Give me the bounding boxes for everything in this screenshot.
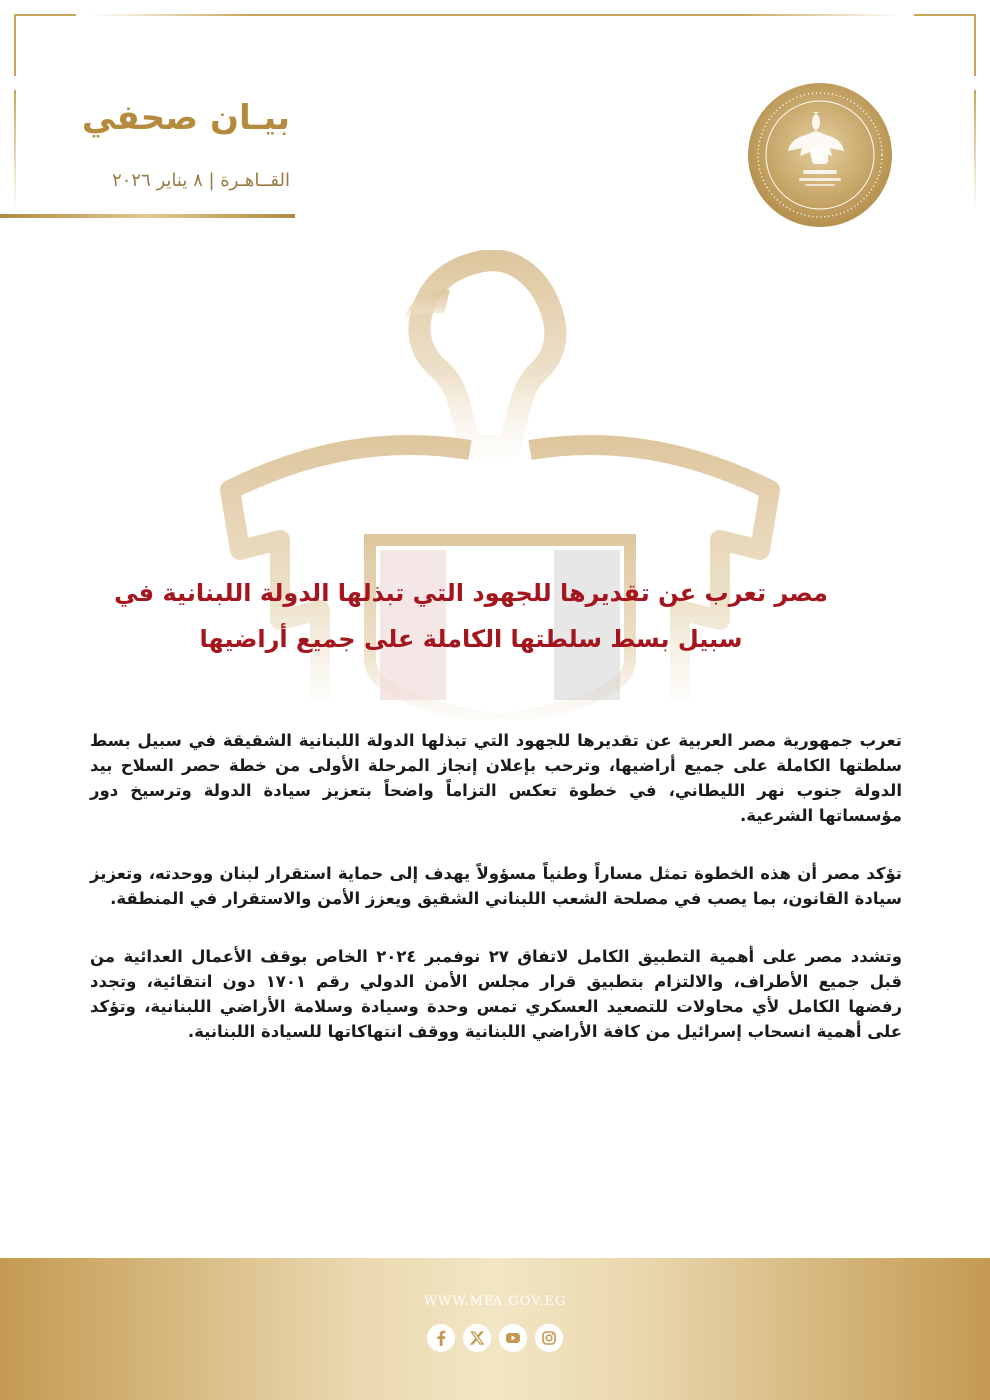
paragraph-2: تؤكد مصر أن هذه الخطوة تمثل مساراً وطنياً مسؤولاً يهدف إلى حماية استقرار لبنان ووحدته، وتعزيز سيادة القانون، بما يصب في مصلحة الشعب اللبناني الشقيق ويعزز الأمن والاستقرار في المنطقة. xyxy=(90,864,902,908)
facebook-icon[interactable] xyxy=(427,1324,455,1352)
instagram-icon[interactable] xyxy=(535,1324,563,1352)
website-link[interactable]: WWW.MFA.GOV.EG xyxy=(423,1294,567,1309)
x-icon[interactable] xyxy=(463,1324,491,1352)
youtube-icon[interactable] xyxy=(499,1324,527,1352)
ministry-seal-icon xyxy=(745,80,895,230)
frame-left-border xyxy=(14,90,16,210)
social-links xyxy=(0,1324,990,1352)
frame-right-border xyxy=(974,90,976,210)
paragraph-1: تعرب جمهورية مصر العربية عن تقديرها للجهود التي تبذلها الدولة اللبنانية الشقيقة في سبيل بسط سلطتها الكاملة على جميع أراضيها، وترحب بإعلان إنجاز المرحلة الأولى من خطة حصر السلاح بيد الدولة جنوب نهر الليطاني، في خطوة تعكس التزاماً واضحاً بتعزيز سيادة الدولة وترسيخ دور مؤسساتها الشرعية. xyxy=(90,731,902,825)
headline xyxy=(60,570,882,662)
frame-corner-top-left xyxy=(14,14,76,76)
frame-corner-top-right xyxy=(914,14,976,76)
header-divider xyxy=(0,214,295,218)
headline-line-2: سبيل بسط سلطتها الكاملة على جميع أراضيها xyxy=(199,625,743,653)
paragraph-3: وتشدد مصر على أهمية التطبيق الكامل لاتفاق ٢٧ نوفمبر ٢٠٢٤ الخاص بوقف الأعمال العدائية من قبل جميع الأطراف، والالتزام بتطبيق قرار مجلس الأمن الدولي رقم ١٧٠١ دون انتقائية، وتجدد رفضها الكامل لأي محاولات للتصعيد العسكري تمس وحدة وسيادة وسلامة الأراضي اللبنانية، وتؤكد على أهمية انسحاب إسرائيل من كافة الأراضي اللبنانية ووقف انتهاكاتها للسيادة اللبنانية. xyxy=(90,947,903,1041)
statement-body xyxy=(90,728,902,1077)
date-line: القــاهـرة | ٨ يناير ٢٠٢٦ xyxy=(112,170,290,191)
document-title: بيـان صحفي xyxy=(81,98,290,138)
frame-top-border xyxy=(90,14,900,16)
headline-line-1: مصر تعرب عن تقديرها للجهود التي تبذلها الدولة اللبنانية في xyxy=(114,579,828,607)
footer xyxy=(0,1258,990,1400)
